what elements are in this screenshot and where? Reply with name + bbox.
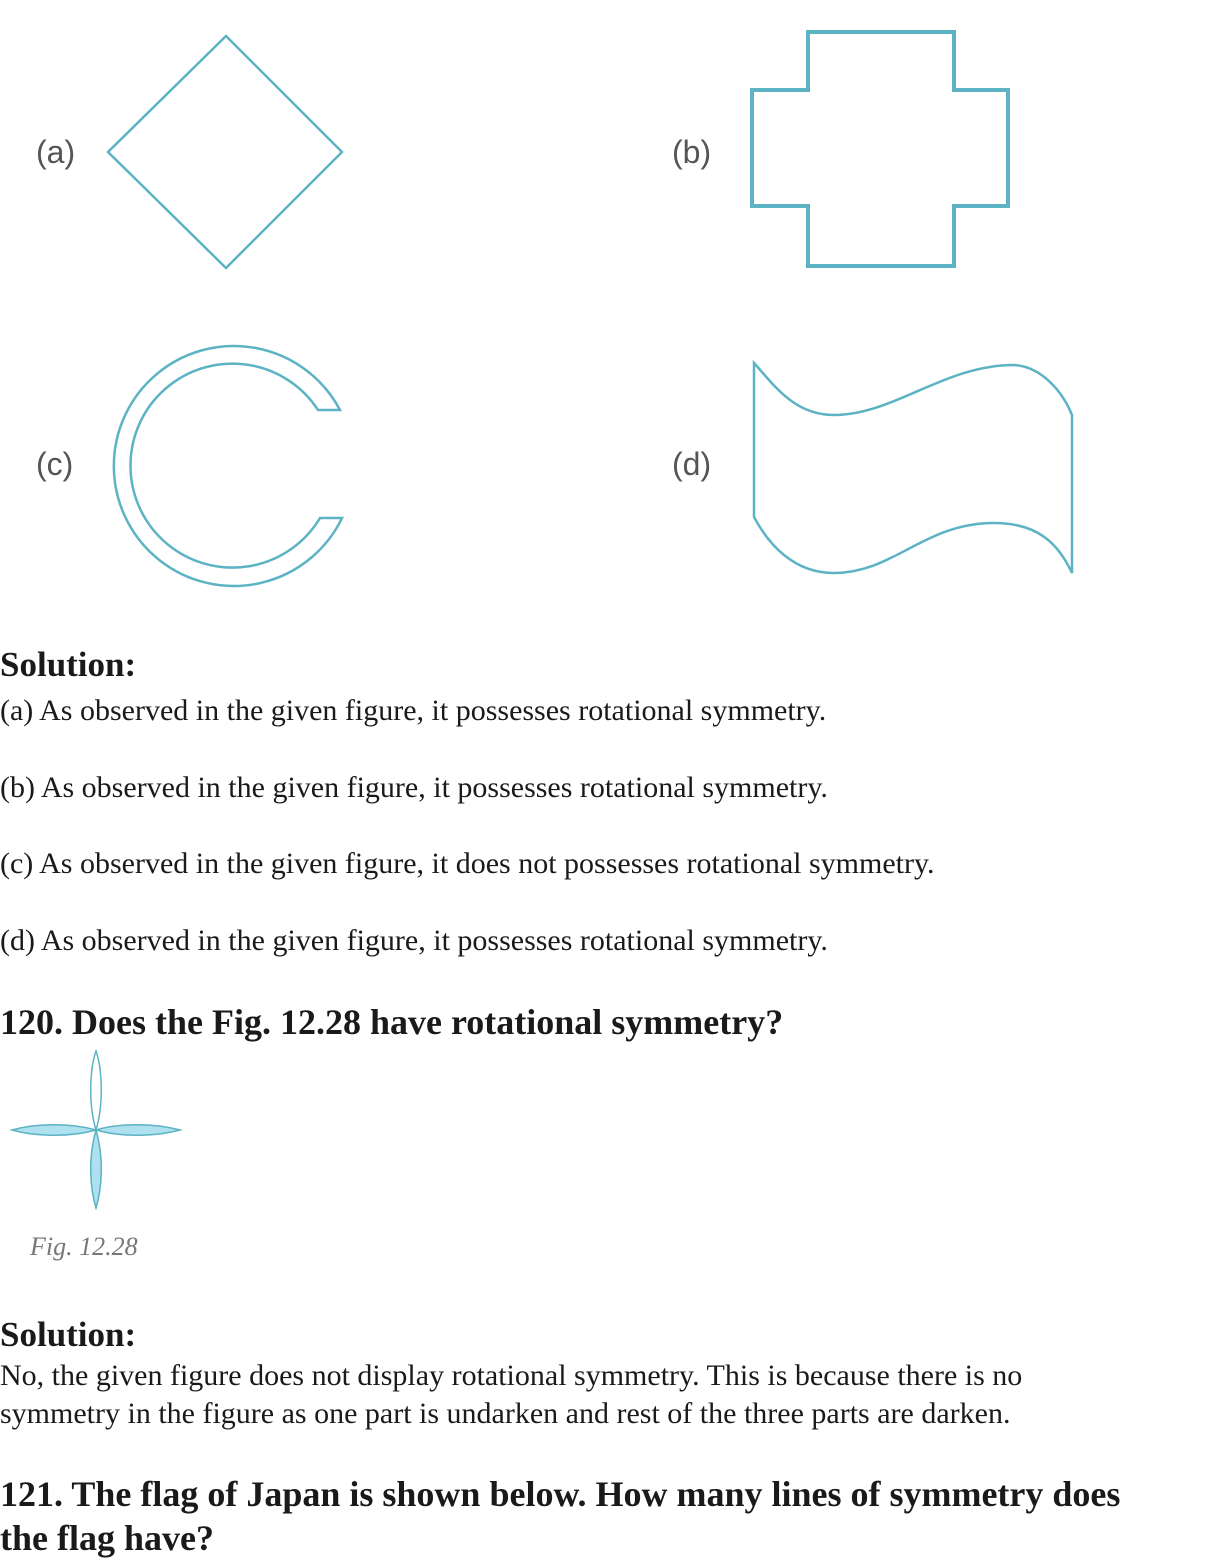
propeller-figure (8, 1048, 188, 1212)
solution-line-d: (d) As observed in the given figure, it possesses rotational symmetry. (0, 924, 828, 957)
figure-label-d: (d) (672, 446, 712, 482)
cross-figure (744, 26, 1016, 274)
solution-line-a: (a) As observed in the given figure, it possesses rotational symmetry. (0, 694, 827, 727)
solution-heading: Solution: (0, 645, 137, 684)
figure-label-a: (a) (36, 134, 76, 170)
solution-line-b: (b) As observed in the given figure, it possesses rotational symmetry. (0, 771, 828, 804)
c-shape-figure (100, 340, 350, 590)
solution-2-line-2: symmetry in the figure as one part is undarken and rest of the three parts are darken. (0, 1397, 1011, 1430)
wavy-flag-figure (744, 355, 1084, 585)
question-121-title-line-1: 121. The flag of Japan is shown below. How many lines of symmetry does (0, 1474, 1121, 1514)
figure-label-b: (b) (672, 134, 712, 170)
solution-line-c: (c) As observed in the given figure, it does not possesses rotational symmetry. (0, 847, 935, 880)
figure-label-c: (c) (36, 446, 74, 482)
question-120-title: 120. Does the Fig. 12.28 have rotational symmetry? (0, 1002, 784, 1042)
question-121-title-line-2: the flag have? (0, 1518, 214, 1558)
solution-2-line-1: No, the given figure does not display rotational symmetry. This is because there is no (0, 1359, 1023, 1392)
solution-heading-2: Solution: (0, 1315, 137, 1354)
rhombus-figure (100, 28, 350, 278)
figure-caption: Fig. 12.28 (30, 1232, 138, 1261)
